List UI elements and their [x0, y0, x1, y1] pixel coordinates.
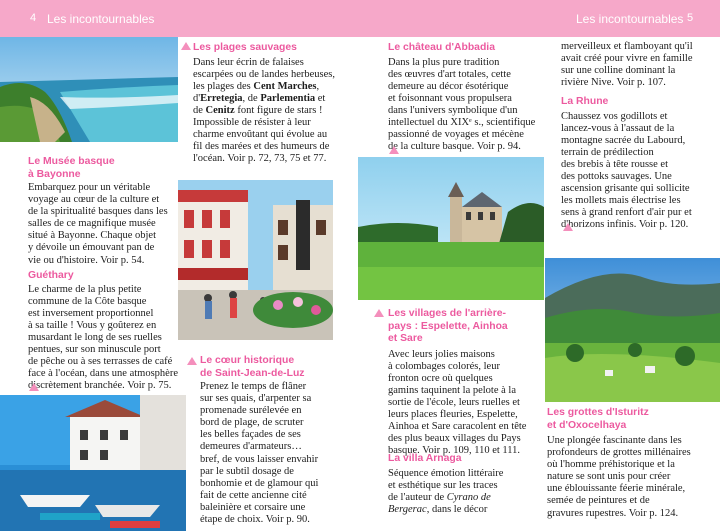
section-title: Guéthary	[28, 270, 74, 281]
text-line: bref, de vous laisser envahir	[200, 453, 319, 465]
text-line: Le cœur historique	[200, 355, 295, 366]
section-body	[193, 57, 353, 166]
section-grottes	[547, 407, 719, 520]
text-line: sur une colline dominant la	[561, 65, 676, 77]
right-page-number: 5	[687, 12, 694, 24]
text-line: baleinière et corsaire une	[200, 501, 306, 513]
section-body	[200, 381, 356, 526]
text-line: Prenez le temps de flâner	[200, 381, 307, 392]
section-arnaga	[388, 453, 544, 516]
text-line: escarpées ou de landes herbeuses,	[193, 68, 335, 80]
guethary-port-photo	[0, 395, 186, 531]
text-line: charme envoûtant qui évolue au	[193, 129, 328, 141]
text-line: à Bayonne	[28, 168, 81, 180]
section-body	[561, 41, 717, 89]
text-line: Avec leurs jolies maisons	[388, 348, 495, 360]
text-line: des pottoks sauvages. Une	[561, 170, 672, 182]
section-plages	[193, 42, 353, 165]
section-title: La Rhune	[561, 96, 609, 107]
text-line: à sa taille ! Vous y goûterez en	[28, 319, 157, 331]
text-line: lancez-vous à l'assaut de la	[561, 122, 675, 134]
text-line: est inversement proportionnel	[28, 307, 154, 319]
text-line: passionné de voyages et mécène	[388, 129, 524, 141]
text-line: gravures rupestres. Voir p. 124.	[547, 507, 679, 519]
text-line: nature se sont unis pour créer	[547, 471, 671, 483]
text-line: basque. Voir p. 109, 110 et 111.	[388, 445, 521, 457]
text-line: des brebis à tête rousse et	[561, 158, 669, 170]
text-line: face à l'océan, dans une atmosphère	[28, 368, 178, 380]
text-line: musardant le long de ses ruelles	[28, 331, 162, 343]
text-line: merveilleux et flamboyant qu'il	[561, 41, 693, 52]
section-body	[388, 349, 544, 458]
abbadia-castle-photo	[358, 157, 544, 300]
triangle-marker-icon	[563, 223, 573, 231]
section-title	[547, 407, 719, 432]
text-line: promenade surélevée en	[200, 405, 302, 417]
section-title: Les plages sauvages	[193, 42, 297, 53]
text-line: semée de peintures et de	[547, 495, 650, 507]
text-line: bonhomie et de glamour qui	[200, 477, 319, 489]
section-abbadia	[388, 42, 544, 153]
section-body	[547, 435, 719, 520]
coast-cliffs-photo	[0, 37, 178, 142]
triangle-marker-icon	[29, 383, 39, 391]
text-line: Le charme de la plus petite	[28, 283, 142, 295]
text-line: pays : Espelette, Ainhoa	[388, 320, 508, 332]
text-line: pentues, sur son minuscule port	[28, 343, 161, 355]
text-line: Les grottes d'Isturitz	[547, 407, 649, 418]
triangle-marker-icon	[389, 146, 399, 154]
text-line: Les villages de l'arrière-	[388, 308, 506, 319]
text-line: montagne sacrée du Labourd,	[561, 134, 686, 146]
rhune-mountain-photo	[545, 258, 720, 402]
text-line: d'Erretegia, de Parlementia et	[193, 92, 326, 104]
text-line: fil des marées et des humeurs de	[193, 141, 330, 153]
section-guethary	[28, 270, 178, 392]
section-saintjean	[200, 355, 356, 526]
text-line: profondeurs de grottes millénaires	[547, 447, 691, 459]
text-line: intellectuel du XIXᵉ s., scientifique	[388, 116, 536, 128]
text-line: Chaussez vos godillots et	[561, 110, 668, 122]
text-line: étape de choix. Voir p. 90.	[200, 514, 310, 526]
section-body	[388, 57, 544, 154]
text-line: Séquence émotion littéraire	[388, 467, 504, 479]
text-line: ascension grisante qui sollicite	[561, 183, 690, 195]
text-line: et esthétique sur les traces	[388, 479, 498, 491]
text-line: fait de cette ancienne cité	[200, 489, 307, 501]
text-line: des œuvres d'art totales, cette	[388, 68, 511, 80]
text-line: demeures d'armateurs…	[200, 441, 302, 453]
text-line: de la spiritualité basques dans les	[28, 206, 168, 218]
text-line: salles de ce magnifique musée	[28, 218, 156, 230]
text-line: y dévoile un émouvant pan de	[28, 242, 155, 254]
text-line: commune de la Côte basque	[28, 295, 147, 307]
text-line: de l'auteur de Cyrano de	[388, 491, 491, 503]
text-line: Bergerac, dans le décor	[388, 503, 488, 515]
text-line: fronton ocre où quelques	[388, 372, 493, 384]
text-line: voyage au cœur de la culture et	[28, 194, 160, 206]
text-line: avait créé pour vivre en famille	[561, 53, 693, 65]
text-line: sens à grand renfort d'air pur et	[561, 207, 692, 219]
text-line: demeure au décor ésotérique	[388, 80, 509, 92]
text-line: Impossible de résister à leur	[193, 116, 311, 128]
text-line: de la culture basque. Voir p. 94.	[388, 141, 521, 153]
text-line: Embarquez pour un véritable	[28, 182, 151, 193]
saint-jean-street-photo	[178, 180, 333, 340]
text-line: discrètement branchée. Voir p. 75.	[28, 380, 172, 392]
left-page-title: Les incontournables	[47, 12, 155, 26]
right-page-title: Les incontournables	[576, 12, 684, 26]
section-title: La villa Arnaga	[388, 453, 462, 464]
triangle-marker-icon	[181, 42, 191, 50]
text-line: situé à Bayonne. Chaque objet	[28, 230, 157, 242]
text-line: une éblouissante féerie minérale,	[547, 483, 686, 495]
section-villages	[388, 308, 544, 457]
left-page-header	[0, 0, 178, 37]
text-line: et Sare	[388, 333, 423, 344]
triangle-marker-icon	[187, 357, 197, 365]
section-arnaga-continued	[561, 41, 717, 89]
text-line: sur ses quais, d'arpenter sa	[200, 393, 312, 405]
section-title: Le château d'Abbadia	[388, 42, 495, 53]
text-line: Dans leur écrin de falaises	[193, 56, 304, 68]
text-line: les mollets mais électrise les	[561, 195, 681, 207]
left-page-number: 4	[30, 12, 37, 24]
text-line: et foisonnant vous propulsera	[388, 92, 512, 104]
section-body	[28, 284, 178, 393]
text-line: les belles façades de ses	[200, 429, 301, 441]
text-line: de Saint-Jean-de-Luz	[200, 367, 305, 379]
section-body	[388, 468, 544, 516]
text-line: gamins taquinent la pelote à la	[388, 384, 516, 396]
text-line: Une plongée fascinante dans les	[547, 435, 682, 446]
text-line: sortie de l'école, leurs ruelles et	[388, 396, 520, 408]
triangle-marker-icon	[374, 309, 384, 317]
text-line: d'horizons infinis. Voir p. 120.	[561, 219, 689, 231]
section-title	[388, 308, 544, 346]
text-line: Le Musée basque	[28, 156, 115, 167]
text-line: les plages des Cent Marches,	[193, 80, 320, 92]
text-line: Dans la plus pure tradition	[388, 56, 500, 68]
text-line: terrain de prédilection	[561, 146, 654, 158]
text-line: bord de plage, de scruter	[200, 417, 304, 429]
text-line: l'océan. Voir p. 72, 73, 75 et 77.	[193, 153, 327, 165]
section-rhune	[561, 96, 717, 231]
section-body	[28, 182, 176, 267]
text-line: vie ou d'histoire. Voir p. 54.	[28, 254, 145, 266]
section-title	[200, 355, 356, 380]
right-page-header	[178, 0, 720, 37]
text-line: de Cenitz font figure de stars !	[193, 104, 323, 116]
text-line: des plus beaux villages du Pays	[388, 433, 521, 445]
section-title	[28, 156, 176, 181]
section-musee	[28, 156, 176, 267]
text-line: où l'homme préhistorique et la	[547, 459, 675, 471]
text-line: par le subtil dosage de	[200, 465, 294, 477]
text-line: à colombages colorés, leur	[388, 360, 500, 372]
section-body	[561, 111, 717, 232]
text-line: dans l'univers symbolique d'un	[388, 104, 518, 116]
text-line: de pêche ou à ses terrasses de café	[28, 356, 173, 368]
text-line: leurs places fleuries, Espelette,	[388, 408, 518, 420]
text-line: Ainhoa et Sare caracolent en tête	[388, 421, 527, 433]
text-line: et d'Oxocelhaya	[547, 419, 627, 431]
text-line: rivière Nive. Voir p. 107.	[561, 77, 666, 89]
